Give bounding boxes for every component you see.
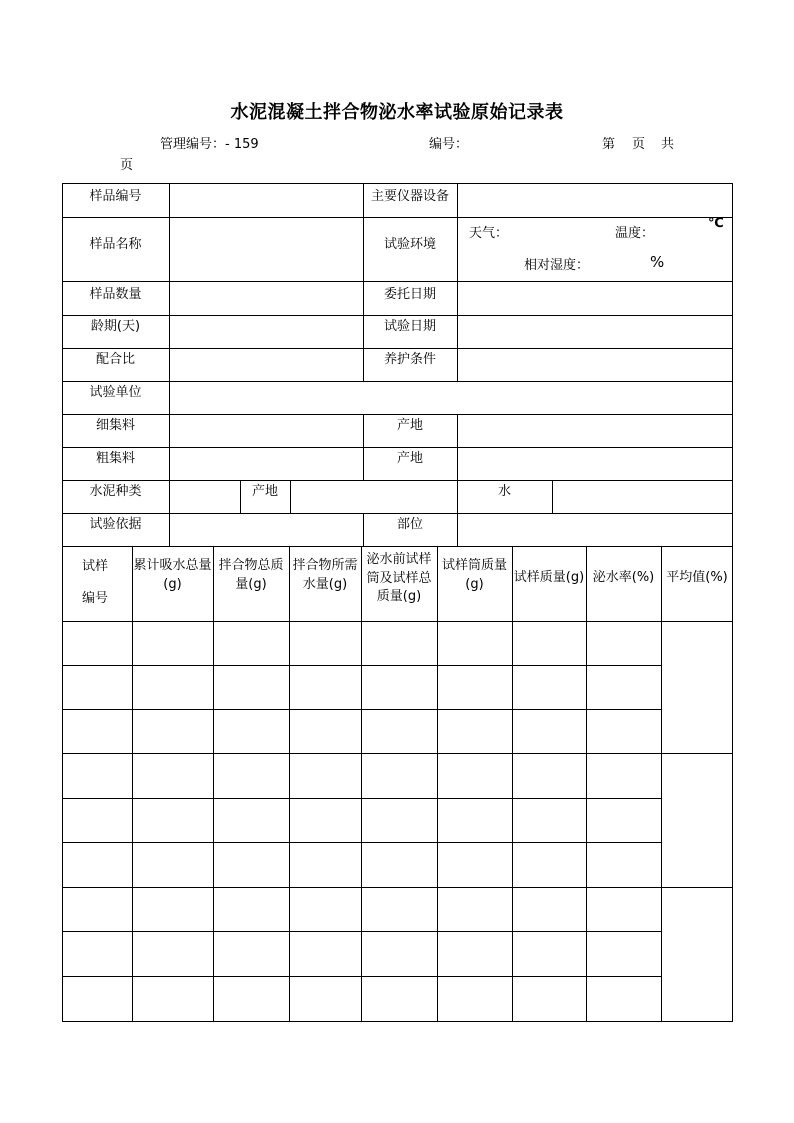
label-humidity: 相对湿度： — [524, 258, 590, 273]
label-origin-fine: 产地 — [396, 418, 423, 434]
label-origin-cement: 产地 — [251, 484, 278, 500]
label-mix-ratio: 配合比 — [95, 352, 135, 368]
col-line — [457, 414, 458, 480]
header-average: 平均值(%) — [666, 569, 728, 585]
label-test-unit: 试验单位 — [89, 385, 142, 401]
label-age: 龄期(天) — [90, 319, 141, 335]
col-line — [290, 480, 291, 513]
label-weather: 天气： — [469, 226, 509, 241]
label-temperature: 温度： — [615, 226, 655, 241]
col-line — [586, 546, 587, 1022]
temperature-unit: ℃ — [708, 216, 724, 231]
header-required-water: 拌合物所需水量(g) — [292, 558, 358, 592]
header-sample-number: 编号 — [82, 591, 109, 606]
col-line — [169, 381, 170, 414]
page-di: 第 — [602, 137, 616, 152]
col-line — [169, 414, 170, 480]
label-water: 水 — [497, 484, 511, 500]
label-sample-qty: 样品数量 — [89, 287, 142, 303]
header-mixture-mass: 拌合物总质量(g) — [218, 558, 284, 592]
label-fine-aggregate: 细集料 — [95, 418, 135, 434]
col-line — [437, 546, 438, 1022]
label-sample-no: 样品编号 — [89, 189, 142, 205]
header-bleeding-rate: 泌水率(%) — [592, 569, 655, 585]
label-cement-type: 水泥种类 — [89, 484, 142, 500]
col-line — [457, 183, 458, 381]
row-line — [62, 887, 733, 888]
header-cylinder-mass: 试样筒质量(g) — [441, 558, 507, 592]
record-number-label: 编号： — [429, 137, 469, 152]
label-curing: 养护条件 — [383, 352, 436, 368]
page-ye-total: 页 — [120, 158, 134, 173]
label-test-basis: 试验依据 — [89, 517, 142, 533]
management-number: 管理编号：- 159 — [160, 137, 259, 152]
col-line — [512, 546, 513, 1022]
label-origin-coarse: 产地 — [396, 451, 423, 467]
label-test-date: 试验日期 — [383, 319, 436, 335]
header-total-mass-before: 泌水前试样筒及试样总质量(g) — [366, 551, 432, 605]
col-line — [552, 480, 553, 513]
label-location: 部位 — [396, 517, 423, 533]
label-main-equipment: 主要仪器设备 — [370, 189, 449, 205]
col-line — [132, 546, 133, 1022]
col-line — [169, 183, 170, 381]
col-line — [289, 546, 290, 1022]
label-coarse-aggregate: 粗集料 — [95, 451, 135, 467]
row-line — [62, 621, 733, 622]
humidity-unit: % — [650, 253, 665, 271]
col-line — [661, 546, 662, 1022]
row-line — [62, 753, 733, 754]
page-ye: 页 — [632, 137, 646, 152]
header-sample-mass: 试样质量(g) — [513, 569, 585, 585]
col-line — [169, 513, 170, 546]
header-sample-label: 试样 — [82, 559, 109, 574]
label-sample-name: 样品名称 — [89, 237, 142, 253]
col-line — [213, 546, 214, 1022]
col-line — [361, 546, 362, 1022]
page-title: 水泥混凝土拌合物泌水率试验原始记录表 — [230, 102, 564, 123]
page-gong: 共 — [661, 137, 675, 152]
header-cumulative-absorption: 累计吸水总量(g) — [133, 558, 212, 592]
row-line — [62, 546, 733, 547]
label-entrust-date: 委托日期 — [383, 287, 436, 303]
col-line — [169, 480, 170, 513]
label-test-environment: 试验环境 — [383, 237, 436, 253]
